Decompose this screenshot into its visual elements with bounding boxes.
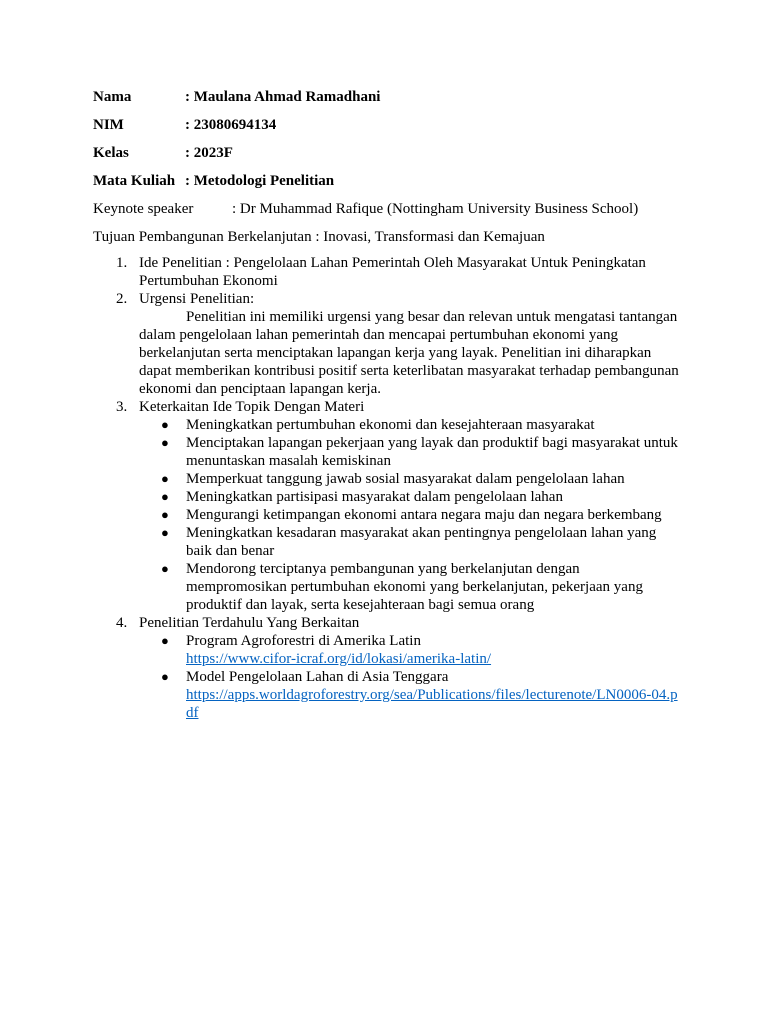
nim-label: NIM	[93, 117, 124, 133]
list-number: 2.	[116, 291, 128, 307]
reference-item	[139, 632, 683, 668]
item-text: Urgensi Penelitian:	[139, 291, 255, 307]
reference-title: Program Agroforestri di Amerika Latin	[186, 633, 421, 649]
urgensi-paragraph: Penelitian ini memiliki urgensi yang besar dan relevan untuk mengatasi tantangan dalam pengelolaan lahan pemerintah dan mencapai pertumbuhan ekonomi yang berkelanjutan serta menciptakan lapangan kerja yang layak. Penelitian ini diharapkan dapat memberikan kontribusi positif serta keterlibatan masyarakat terhadap pembangunan ekonomi dan penciptaan lapangan kerja.	[139, 309, 679, 397]
bullet-text: Menciptakan lapangan pekerjaan yang layak dan produktif bagi masyarakat untuk menuntaskan masalah kemiskinan	[186, 435, 678, 469]
bullet-list	[139, 416, 683, 614]
bullet-icon: ●	[161, 489, 169, 504]
nim-row	[93, 116, 276, 134]
bullet-item	[139, 470, 683, 488]
item-text: Keterkaitan Ide Topik Dengan Materi	[139, 399, 365, 415]
bullet-icon: ●	[161, 471, 169, 486]
bullet-icon: ●	[161, 633, 169, 648]
bullet-item	[139, 488, 683, 506]
bullet-icon: ●	[161, 435, 169, 450]
item-text: Penelitian Terdahulu Yang Berkaitan	[139, 615, 360, 631]
bullet-item	[139, 434, 683, 470]
mata-kuliah-value: : Metodologi Penelitian	[185, 173, 335, 189]
bullet-text: Meningkatkan pertumbuhan ekonomi dan kesejahteraan masyarakat	[186, 417, 595, 433]
reference-title: Model Pengelolaan Lahan di Asia Tenggara	[186, 669, 449, 685]
kelas-row	[93, 144, 233, 162]
list-number: 1.	[116, 255, 128, 271]
bullet-icon: ●	[161, 669, 169, 684]
bullet-icon: ●	[161, 525, 169, 540]
reference-list	[139, 632, 683, 722]
nim-value: : 23080694134	[185, 117, 277, 133]
keynote-row	[93, 200, 638, 218]
nama-row	[93, 88, 380, 106]
bullet-text: Meningkatkan kesadaran masyarakat akan pentingnya pengelolaan lahan yang baik dan benar	[186, 525, 657, 559]
kelas-value: : 2023F	[185, 145, 233, 161]
bullet-text: Mendorong terciptanya pembangunan yang berkelanjutan dengan mempromosikan pertumbuhan ekonomi yang berkelanjutan, pekerjaan yang produktif dan layak, serta kesejahteraan bagi semua orang	[186, 561, 643, 613]
nama-value: : Maulana Ahmad Ramadhani	[185, 89, 381, 105]
bullet-item	[139, 524, 683, 560]
list-item	[93, 254, 683, 290]
item-text: Ide Penelitian : Pengelolaan Lahan Pemerintah Oleh Masyarakat Untuk Peningkatan Pertumbuhan Ekonomi	[139, 255, 646, 289]
bullet-text: Meningkatkan partisipasi masyarakat dalam pengelolaan lahan	[186, 489, 563, 505]
reference-link[interactable]: https://apps.worldagroforestry.org/sea/Publications/files/lecturenote/LN0006-04.pdf	[186, 687, 678, 721]
mata-kuliah-label: Mata Kuliah	[93, 173, 176, 189]
reference-item	[139, 668, 683, 722]
list-item	[93, 398, 683, 614]
tujuan-line: Tujuan Pembangunan Berkelanjutan : Inovasi, Transformasi dan Kemajuan	[93, 229, 545, 245]
keynote-label: Keynote speaker	[93, 201, 194, 217]
bullet-item	[139, 506, 683, 524]
list-item	[93, 614, 683, 722]
bullet-text: Memperkuat tanggung jawab sosial masyarakat dalam pengelolaan lahan	[186, 471, 625, 487]
list-number: 4.	[116, 615, 128, 631]
reference-link[interactable]: https://www.cifor-icraf.org/id/lokasi/amerika-latin/	[186, 651, 492, 667]
kelas-label: Kelas	[93, 145, 129, 161]
keynote-value: : Dr Muhammad Rafique (Nottingham University Business School)	[232, 201, 639, 217]
mata-kuliah-row	[93, 172, 334, 190]
nama-label: Nama	[93, 89, 132, 105]
bullet-icon: ●	[161, 417, 169, 432]
list-number: 3.	[116, 399, 128, 415]
numbered-list	[93, 254, 683, 722]
bullet-icon: ●	[161, 507, 169, 522]
bullet-item	[139, 560, 683, 614]
bullet-icon: ●	[161, 561, 169, 576]
list-item	[93, 290, 683, 398]
bullet-item	[139, 416, 683, 434]
bullet-text: Mengurangi ketimpangan ekonomi antara negara maju dan negara berkembang	[186, 507, 662, 523]
